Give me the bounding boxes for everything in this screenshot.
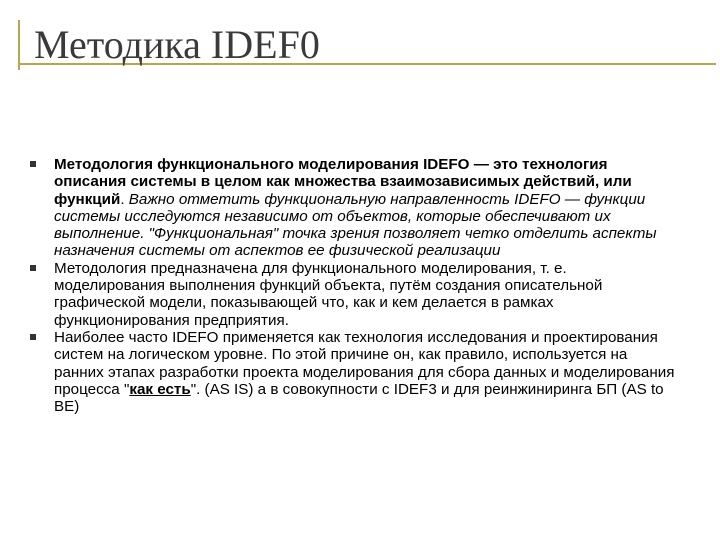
bullet-1-bold-text: Методология функционального моделирования IDEFO — это технология описания системы в целом как множества взаимозависимых действий, или функций [54, 156, 632, 208]
square-bullet-icon [30, 161, 36, 167]
square-bullet-icon [30, 265, 36, 271]
bullet-1-separator: . [120, 190, 129, 208]
bullet-item-2 [28, 260, 678, 329]
bullet-item-1 [28, 156, 678, 260]
slide-title: Методика IDEF0 [34, 22, 320, 67]
bullet-3-text-after: ". (AS IS) а в совокупности с IDEF3 и для реинжиниринга БП (AS to BE) [54, 380, 664, 416]
bullet-1-italic-text: Важно отметить функциональную направленность IDEFO — функции системы исследуются независимо от объектов, которые обеспечивают их выполнение. "Функциональная" точка зрения позволяет четко отделить аспекты назначения системы от аспектов ее физической реализации [54, 190, 657, 260]
as-is-link[interactable]: как есть [129, 380, 191, 398]
bullet-2-text: Методология предназначена для функционального моделирования, т. е. моделирования выполнения функций объекта, путём создания описательной графической модели, показывающей что, как и кем делается в рамках функционирования предприятия. [54, 259, 603, 329]
bullet-item-3 [28, 329, 678, 415]
bullet-3-text-before: Наиболее часто IDEFO применяется как технология исследования и проектирования систем на логическом уровне. По этой причине он, как правило, используется на ранних этапах разработки проекта моделирования для сбора данных и моделирования процесса " [54, 328, 675, 398]
bullet-list [28, 156, 678, 415]
square-bullet-icon [30, 334, 36, 340]
